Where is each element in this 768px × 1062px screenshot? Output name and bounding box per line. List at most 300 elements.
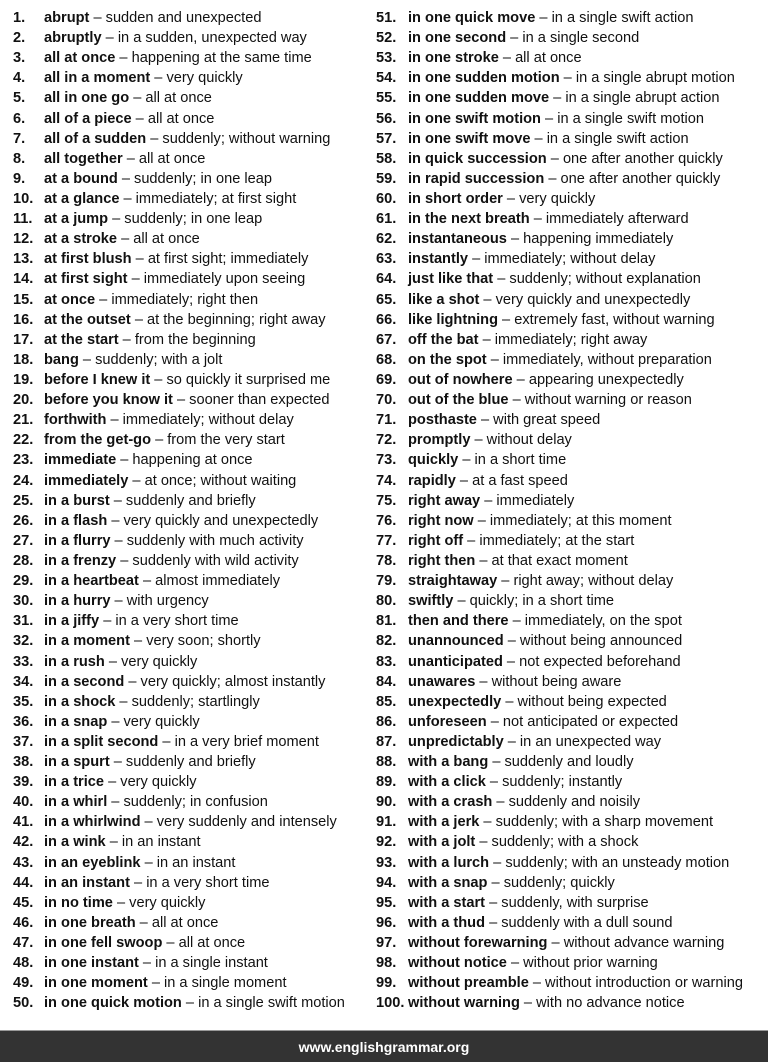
item-text	[408, 913, 672, 933]
item-number: 8.	[13, 150, 26, 167]
item-definition: very quickly	[123, 713, 200, 730]
list-item	[13, 873, 368, 893]
item-definition: extremely fast, without warning	[514, 311, 715, 328]
item-separator: –	[475, 834, 492, 851]
item-definition: immediately; right then	[111, 291, 259, 308]
item-term: in an eyeblink	[44, 854, 141, 871]
item-definition: very quickly	[166, 70, 243, 87]
item-definition: not anticipated or expected	[502, 713, 679, 730]
item-term: unexpectedly	[408, 693, 502, 710]
item-number: 87.	[376, 733, 397, 750]
item-term: swiftly	[408, 593, 454, 610]
item-number: 9.	[13, 170, 26, 187]
item-text	[408, 109, 704, 129]
item-text	[44, 28, 307, 48]
item-term: in a wink	[44, 834, 106, 851]
item-definition: suddenly; with an unsteady motion	[505, 854, 730, 871]
item-term: unanticipated	[408, 653, 503, 670]
list-item	[13, 109, 368, 129]
item-text	[408, 873, 615, 893]
item-number: 5.	[13, 90, 26, 107]
item-term: unpredictably	[408, 733, 504, 750]
item-text	[44, 68, 243, 88]
item-definition: in an instant	[156, 854, 236, 871]
item-text	[44, 410, 294, 430]
list-item	[13, 310, 368, 330]
item-number: 60.	[376, 190, 397, 207]
list-item	[13, 752, 368, 772]
list-item	[376, 591, 768, 611]
list-item	[376, 28, 768, 48]
item-text	[44, 350, 222, 370]
list-item	[376, 149, 768, 169]
item-number: 44.	[13, 874, 34, 891]
item-definition: very suddenly and intensely	[156, 814, 337, 831]
item-definition: one after another quickly	[562, 150, 723, 167]
item-number: 57.	[376, 130, 397, 147]
item-separator: –	[124, 673, 141, 690]
item-text	[408, 471, 568, 491]
item-term: just like that	[408, 271, 494, 288]
item-number: 36.	[13, 713, 34, 730]
item-term: from the get-go	[44, 432, 152, 449]
item-number: 52.	[376, 30, 397, 47]
item-text	[44, 109, 214, 129]
item-number: 62.	[376, 231, 397, 248]
item-term: at a glance	[44, 190, 120, 207]
item-separator: –	[544, 170, 561, 187]
item-term: at a bound	[44, 170, 118, 187]
item-separator: –	[476, 412, 494, 429]
item-number: 10.	[13, 190, 34, 207]
item-separator: –	[506, 955, 524, 972]
item-number: 30.	[13, 593, 34, 610]
item-text	[44, 933, 245, 953]
item-number: 2.	[13, 30, 26, 47]
item-number: 78.	[376, 552, 397, 569]
item-text	[408, 129, 689, 149]
item-number: 50.	[13, 995, 34, 1012]
item-term: with a lurch	[408, 854, 490, 871]
list-item	[376, 652, 768, 672]
list-item	[376, 109, 768, 129]
item-separator: –	[497, 573, 514, 590]
item-text	[408, 310, 715, 330]
item-definition: suddenly; instantly	[502, 774, 623, 791]
item-definition: happening at the same time	[131, 50, 312, 67]
item-separator: –	[106, 412, 123, 429]
item-text	[44, 591, 209, 611]
item-separator: –	[146, 130, 163, 147]
item-definition: from the beginning	[134, 331, 256, 348]
list-item	[13, 129, 368, 149]
list-item	[376, 350, 768, 370]
list-item	[376, 993, 768, 1013]
item-definition: immediately afterward	[545, 211, 689, 228]
list-item	[13, 591, 368, 611]
list-item	[376, 631, 768, 651]
item-number: 35.	[13, 693, 34, 710]
list-item	[13, 531, 368, 551]
word-list-right-column	[376, 8, 768, 1013]
item-number: 27.	[13, 532, 34, 549]
item-number: 80.	[376, 593, 397, 610]
item-separator: –	[503, 733, 520, 750]
list-item	[376, 390, 768, 410]
list-item	[376, 169, 768, 189]
item-separator: –	[110, 532, 127, 549]
item-number: 82.	[376, 633, 397, 650]
item-text	[408, 832, 638, 852]
item-term: in one instant	[44, 955, 139, 972]
item-term: with a jolt	[408, 834, 476, 851]
list-item	[13, 450, 368, 470]
item-definition: not expected beforehand	[519, 653, 681, 670]
list-item	[376, 832, 768, 852]
item-text	[408, 692, 667, 712]
item-text	[44, 129, 330, 149]
item-text	[44, 370, 330, 390]
item-definition: at the beginning; right away	[147, 311, 326, 328]
item-term: without warning	[408, 995, 520, 1012]
item-text	[44, 772, 197, 792]
item-definition: all at once	[151, 914, 219, 931]
item-definition: suddenly; with a shock	[491, 834, 639, 851]
item-separator: –	[512, 371, 529, 388]
item-term: with a thud	[408, 914, 486, 931]
item-number: 21.	[13, 412, 34, 429]
item-definition: suddenly and briefly	[125, 492, 256, 509]
item-term: all in a moment	[44, 70, 151, 87]
item-number: 95.	[376, 894, 397, 911]
item-number: 4.	[13, 70, 26, 87]
item-term: like a shot	[408, 291, 480, 308]
item-term: straightaway	[408, 573, 498, 590]
item-definition: sudden and unexpected	[105, 10, 262, 26]
item-separator: –	[140, 814, 157, 831]
list-item	[376, 249, 768, 269]
item-separator: –	[151, 432, 168, 449]
item-number: 59.	[376, 170, 397, 187]
item-number: 64.	[376, 271, 397, 288]
item-number: 41.	[13, 814, 34, 831]
item-separator: –	[473, 512, 490, 529]
item-text	[44, 8, 261, 28]
item-term: off the bat	[408, 331, 479, 348]
list-item	[13, 893, 368, 913]
list-item	[13, 209, 368, 229]
item-number: 19.	[13, 371, 34, 388]
list-item	[13, 953, 368, 973]
item-definition: in a single swift action	[551, 10, 694, 26]
list-item	[13, 88, 368, 108]
item-definition: in an instant	[121, 834, 201, 851]
item-text	[408, 209, 689, 229]
list-item	[376, 692, 768, 712]
item-term: in an instant	[44, 874, 130, 891]
list-item	[376, 330, 768, 350]
list-item	[13, 269, 368, 289]
item-text	[44, 430, 285, 450]
item-separator: –	[127, 271, 144, 288]
item-number: 53.	[376, 50, 397, 67]
item-text	[408, 712, 678, 732]
item-separator: –	[117, 170, 135, 187]
item-number: 69.	[376, 371, 397, 388]
item-text	[408, 229, 673, 249]
list-item	[376, 129, 768, 149]
item-separator: –	[470, 432, 487, 449]
list-item	[376, 189, 768, 209]
item-number: 24.	[13, 472, 34, 489]
item-number: 48.	[13, 955, 34, 972]
item-separator: –	[150, 371, 167, 388]
item-separator: –	[485, 774, 503, 791]
item-separator: –	[488, 754, 505, 771]
item-text	[44, 752, 256, 772]
item-term: in a spurt	[44, 754, 110, 771]
item-separator: –	[95, 291, 112, 308]
item-term: all together	[44, 150, 123, 167]
list-item	[13, 611, 368, 631]
list-item	[13, 772, 368, 792]
item-term: promptly	[408, 432, 471, 449]
item-text	[44, 732, 319, 752]
list-item	[13, 491, 368, 511]
item-term: bang	[44, 351, 79, 368]
word-list-left-column	[13, 8, 368, 1013]
item-text	[44, 973, 287, 993]
item-text	[44, 832, 201, 852]
item-number: 31.	[13, 613, 34, 630]
item-separator: –	[89, 10, 106, 26]
item-number: 98.	[376, 955, 397, 972]
item-separator: –	[547, 935, 564, 952]
item-number: 85.	[376, 693, 397, 710]
item-number: 68.	[376, 351, 397, 368]
item-separator: –	[150, 70, 167, 87]
list-item	[376, 48, 768, 68]
item-text	[408, 812, 713, 832]
item-text	[408, 269, 701, 289]
item-text	[408, 430, 572, 450]
list-item	[376, 88, 768, 108]
item-term: in a flash	[44, 512, 108, 529]
list-item	[376, 209, 768, 229]
item-separator: –	[116, 452, 133, 469]
item-separator: –	[475, 552, 492, 569]
item-separator: –	[489, 854, 506, 871]
item-term: at the outset	[44, 311, 131, 328]
item-term: all of a piece	[44, 110, 132, 127]
item-number: 14.	[13, 271, 34, 288]
item-term: out of nowhere	[408, 371, 513, 388]
item-term: without preamble	[408, 975, 529, 992]
item-separator: –	[104, 653, 122, 670]
item-definition: very quickly	[121, 653, 198, 670]
item-text	[408, 792, 640, 812]
item-number: 13.	[13, 251, 34, 268]
item-text	[44, 953, 268, 973]
item-term: instantly	[408, 251, 469, 268]
item-text	[408, 8, 694, 28]
item-number: 97.	[376, 935, 397, 952]
item-definition: in a single abrupt action	[565, 90, 720, 107]
footer-website-link[interactable]: www.englishgrammar.org	[298, 1038, 470, 1055]
item-term: in one swift motion	[408, 110, 541, 127]
list-item	[376, 531, 768, 551]
item-term: in a frenzy	[44, 552, 117, 569]
item-definition: happening at once	[132, 452, 253, 469]
list-item	[13, 290, 368, 310]
item-text	[408, 350, 712, 370]
item-term: right away	[408, 492, 481, 509]
item-separator: –	[138, 955, 156, 972]
item-text	[408, 953, 658, 973]
item-separator: –	[122, 150, 139, 167]
item-definition: suddenly; quickly	[503, 874, 615, 891]
item-definition: at a fast speed	[472, 472, 568, 489]
item-term: right then	[408, 552, 476, 569]
item-definition: so quickly it surprised me	[166, 371, 331, 388]
item-term: abrupt	[44, 10, 90, 26]
item-definition: immediately upon seeing	[143, 271, 306, 288]
item-number: 25.	[13, 492, 34, 509]
list-item	[376, 893, 768, 913]
item-number: 93.	[376, 854, 397, 871]
item-separator: –	[455, 472, 473, 489]
item-text	[408, 591, 614, 611]
item-definition: all at once	[147, 110, 215, 127]
item-definition: immediately, on the spot	[524, 613, 682, 630]
item-definition: all at once	[133, 231, 200, 248]
list-item	[13, 471, 368, 491]
item-separator: –	[506, 30, 523, 47]
item-separator: –	[453, 593, 470, 610]
item-separator: –	[493, 271, 510, 288]
item-term: in a snap	[44, 713, 108, 730]
item-separator: –	[487, 874, 504, 891]
item-text	[44, 712, 200, 732]
item-separator: –	[107, 713, 124, 730]
item-term: in a burst	[44, 492, 110, 509]
item-term: in one sudden move	[408, 90, 550, 107]
item-separator: –	[140, 854, 157, 871]
item-number: 96.	[376, 914, 397, 931]
list-item	[13, 370, 368, 390]
list-item	[13, 933, 368, 953]
item-number: 47.	[13, 935, 34, 952]
list-item	[376, 310, 768, 330]
item-definition: suddenly with wild activity	[132, 552, 299, 569]
list-item	[13, 410, 368, 430]
item-term: in a trice	[44, 774, 105, 791]
item-term: immediate	[44, 452, 117, 469]
item-definition: immediately, without preparation	[502, 351, 712, 368]
item-text	[44, 450, 253, 470]
item-number: 32.	[13, 633, 34, 650]
item-definition: suddenly with a dull sound	[501, 914, 673, 931]
item-separator: –	[498, 50, 516, 67]
list-item	[376, 370, 768, 390]
item-term: at first blush	[44, 251, 132, 268]
item-definition: without introduction or warning	[545, 975, 743, 992]
item-text	[408, 149, 723, 169]
item-text	[408, 611, 682, 631]
list-item	[376, 732, 768, 752]
item-definition: very quickly and unexpectedly	[123, 512, 319, 529]
list-item	[376, 933, 768, 953]
list-item	[13, 169, 368, 189]
list-item	[13, 672, 368, 692]
item-definition: suddenly; with a jolt	[95, 351, 223, 368]
item-definition: suddenly and briefly	[125, 754, 256, 771]
item-separator: –	[107, 512, 124, 529]
item-number: 72.	[376, 432, 397, 449]
item-term: in a flurry	[44, 532, 111, 549]
item-text	[408, 330, 647, 350]
item-text	[44, 913, 218, 933]
item-separator: –	[475, 673, 492, 690]
item-definition: with no advance notice	[536, 995, 685, 1012]
list-item	[13, 631, 368, 651]
item-number: 81.	[376, 613, 397, 630]
item-term: out of the blue	[408, 392, 509, 409]
list-item	[13, 350, 368, 370]
item-number: 22.	[13, 432, 34, 449]
item-term: in one quick move	[408, 10, 536, 26]
item-definition: at first sight; immediately	[147, 251, 309, 268]
list-item	[13, 28, 368, 48]
item-definition: at that exact moment	[491, 552, 628, 569]
item-text	[44, 672, 325, 692]
item-definition: suddenly; startlingly	[131, 693, 260, 710]
list-item	[13, 812, 368, 832]
item-term: before I knew it	[44, 371, 151, 388]
item-number: 3.	[13, 50, 26, 67]
item-separator: –	[131, 251, 148, 268]
item-number: 29.	[13, 573, 34, 590]
item-definition: suddenly; in confusion	[123, 794, 268, 811]
item-text	[44, 149, 205, 169]
item-separator: –	[138, 573, 156, 590]
item-text	[44, 993, 345, 1013]
item-term: posthaste	[408, 412, 477, 429]
item-definition: with urgency	[126, 593, 209, 610]
item-text	[44, 189, 296, 209]
item-text	[408, 169, 720, 189]
item-definition: suddenly; with a sharp movement	[495, 814, 714, 831]
item-text	[408, 652, 681, 672]
item-definition: immediately; without delay	[122, 412, 294, 429]
item-number: 99.	[376, 975, 397, 992]
list-item	[376, 812, 768, 832]
item-text	[44, 571, 280, 591]
item-number: 90.	[376, 794, 397, 811]
item-text	[44, 611, 239, 631]
item-separator: –	[158, 733, 175, 750]
item-term: with a start	[408, 894, 486, 911]
item-definition: in a sudden, unexpected way	[117, 30, 307, 47]
list-item	[376, 672, 768, 692]
item-definition: sooner than expected	[189, 392, 330, 409]
item-separator: –	[112, 894, 130, 911]
item-text	[44, 249, 308, 269]
item-separator: –	[129, 633, 147, 650]
item-text	[44, 48, 312, 68]
item-term: in a whirl	[44, 794, 108, 811]
item-separator: –	[535, 10, 552, 26]
